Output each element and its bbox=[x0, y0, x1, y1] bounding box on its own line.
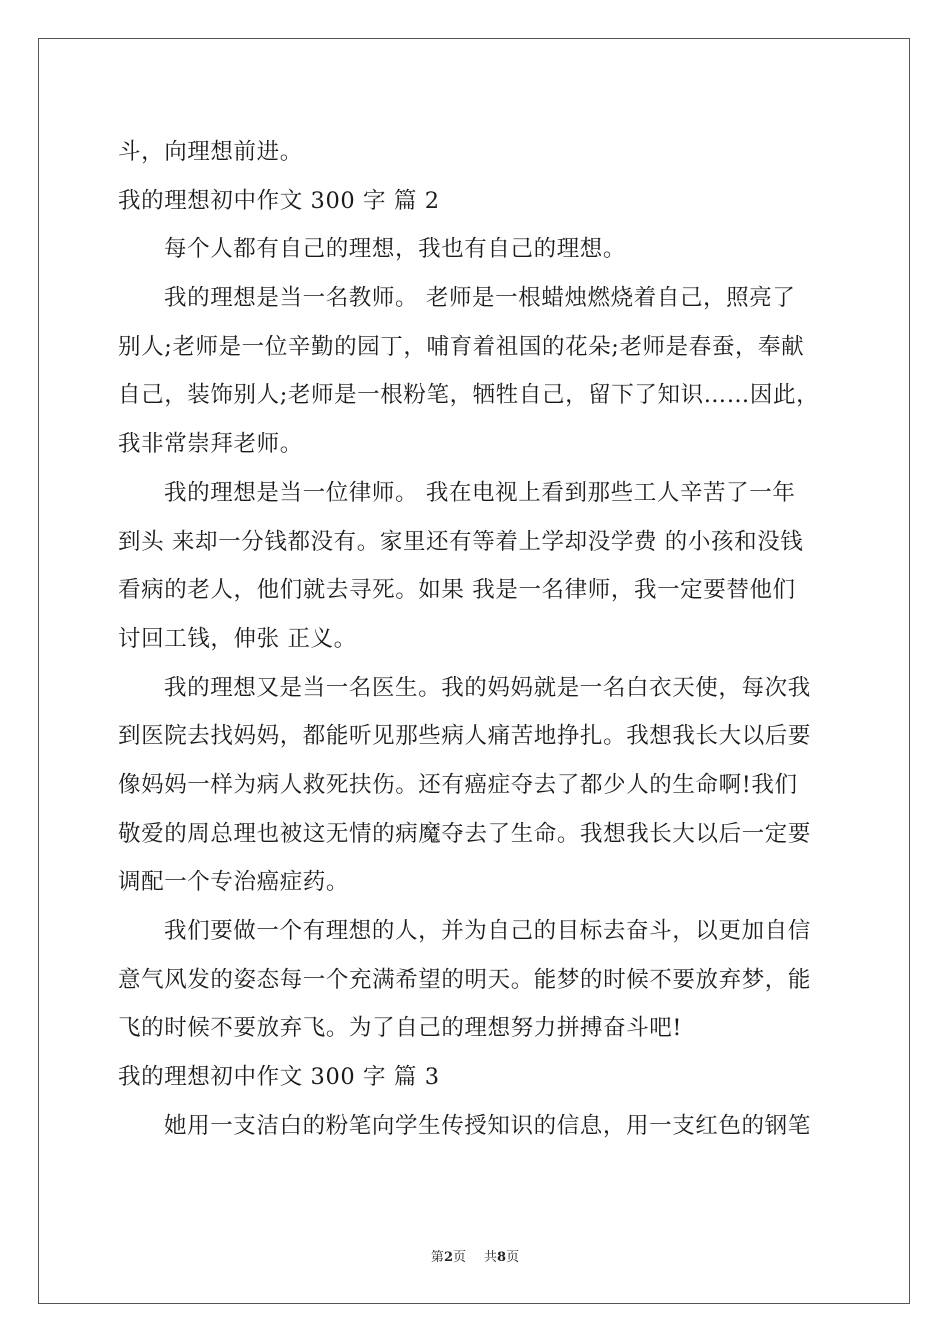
page-footer bbox=[0, 1246, 950, 1265]
footer-current-page: 2 bbox=[443, 1250, 453, 1265]
text-line: 我的理想是当一名教师。 老师是一根蜡烛燃烧着自己，照亮了 bbox=[164, 285, 796, 312]
footer-total-prefix: 共 bbox=[484, 1250, 498, 1265]
text-line: 我的理想是当一位律师。 我在电视上看到那些工人辛苦了一年 bbox=[164, 479, 796, 506]
text-line: 意气风发的姿态每一个充满希望的明天。能梦的时候不要放弃梦，能 bbox=[118, 966, 812, 993]
text-line: 我们要做一个有理想的人，并为自己的目标去奋斗，以更加自信 bbox=[164, 918, 811, 944]
text-line: 到医院去找妈妈，都能听见那些病人痛苦地挣扎。我想我长大以后要 bbox=[118, 723, 812, 750]
footer-page-suffix: 页 bbox=[452, 1250, 466, 1265]
text-line: 到头 来却一分钱都没有。家里还有等着上学却没学费 的小孩和没钱 bbox=[118, 528, 804, 555]
document-body bbox=[118, 128, 830, 1150]
text-line: 我的理想初中作文 300 字 篇 2 bbox=[118, 187, 440, 214]
text-line: 斗，向理想前进。 bbox=[118, 139, 303, 165]
text-line: 敬爱的周总理也被这无情的病魔夺去了生命。我想我长大以后一定要 bbox=[118, 820, 812, 847]
text-line: 我的理想又是当一名医生。我的妈妈就是一名白衣天使，每次我 bbox=[164, 674, 811, 701]
text-line: 别人;老师是一位辛勤的园丁，哺育着祖国的花朵;老师是春蚕，奉献 bbox=[118, 333, 805, 360]
text-line: 讨回工钱，伸张 正义。 bbox=[118, 625, 357, 652]
text-line: 每个人都有自己的理想，我也有自己的理想。 bbox=[164, 236, 627, 263]
text-line: 她用一支洁白的粉笔向学生传授知识的信息，用一支红色的钢笔 bbox=[164, 1112, 811, 1139]
footer-total-pages: 8 bbox=[497, 1250, 507, 1265]
text-line: 调配一个专治癌症药。 bbox=[118, 869, 350, 896]
text-line: 看病的老人，他们就去寻死。如果 我是一名律师，我一定要替他们 bbox=[118, 577, 796, 604]
text-line: 像妈妈一样为病人救死扶伤。还有癌症夺去了都少人的生命啊!我们 bbox=[118, 771, 798, 798]
footer-total-suffix: 页 bbox=[506, 1250, 520, 1265]
text-line: 我的理想初中作文 300 字 篇 3 bbox=[118, 1064, 440, 1091]
text-line: 我非常崇拜老师。 bbox=[118, 431, 303, 458]
text-line: 飞的时候不要放弃飞。为了自己的理想努力拼搏奋斗吧! bbox=[118, 1015, 683, 1042]
text-line: 自己，装饰别人;老师是一根粉笔，牺牲自己，留下了知识……因此， bbox=[118, 382, 820, 409]
footer-page-prefix: 第 bbox=[430, 1250, 444, 1265]
